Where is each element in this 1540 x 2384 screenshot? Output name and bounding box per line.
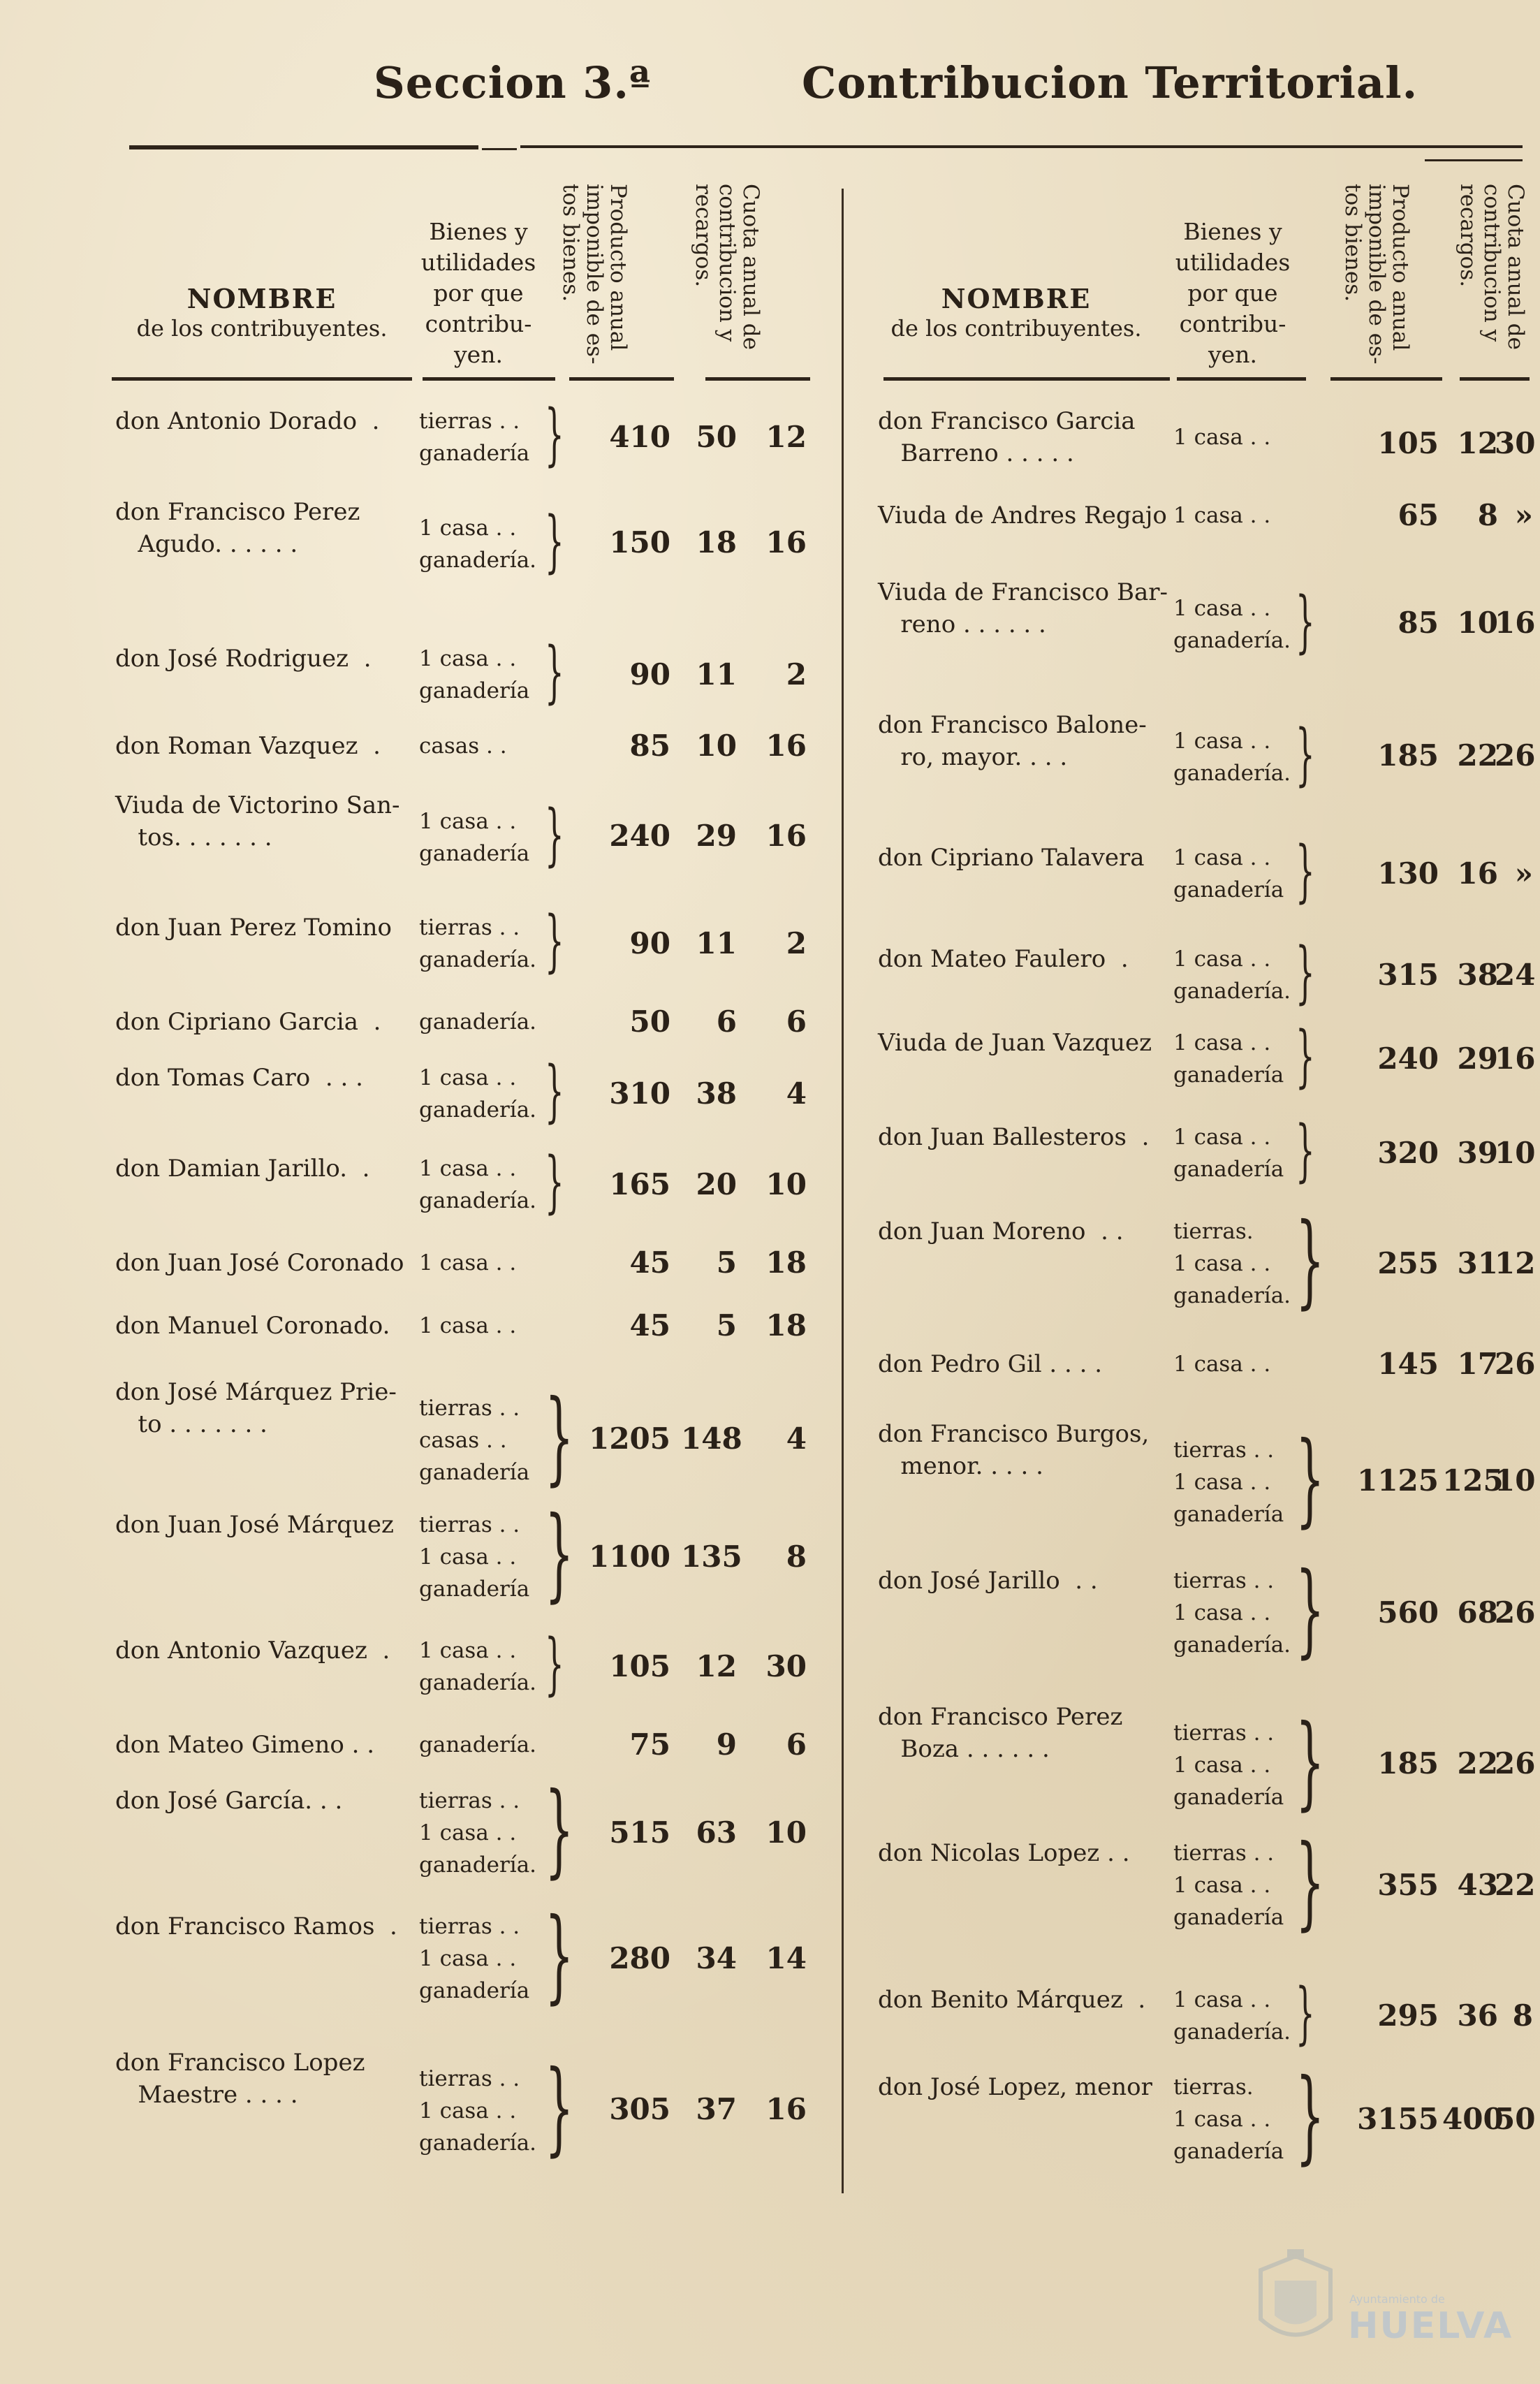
header-nombre [112, 178, 412, 388]
bienes-text: 1 casa . . ganadería. [1173, 729, 1291, 786]
contributor-name: Viuda de Victorino San- tos. . . . . . . [115, 791, 400, 851]
producto-value: 310 [609, 1076, 670, 1111]
contributor-name: don Francisco Burgos, menor. . . . . [878, 1420, 1150, 1480]
producto-value: 560 [1377, 1595, 1439, 1630]
cuota-reales-value: 29 [1457, 1041, 1498, 1076]
header-cuota-right: Cuota anual de contribucion y recargos. [1455, 184, 1528, 350]
contributor-name: Viuda de Juan Vazquez [878, 1029, 1152, 1057]
producto-value: 185 [1377, 738, 1439, 773]
header-underline-producto-right [1330, 377, 1442, 381]
table-row [870, 576, 1536, 661]
cuota-reales-value: 39 [1457, 1136, 1498, 1170]
cuota-maravedis-value: 26 [1495, 1347, 1536, 1381]
header-nombre-sub: de los contribuyentes. [136, 315, 388, 342]
top-rule-right [520, 145, 1523, 148]
cuota-reales-value: 22 [1457, 738, 1498, 773]
bienes-text: 1 casa . . ganadería. [419, 515, 537, 573]
cuota-maravedis-value: » [1514, 498, 1533, 532]
cuota-maravedis-value: 16 [1495, 1041, 1536, 1076]
producto-value: 85 [1398, 605, 1439, 640]
table-row [112, 1496, 817, 1613]
bienes-text: tierras . . casas . . ganadería [419, 1396, 530, 1485]
cuota-reales-value: 6 [716, 1004, 737, 1039]
table-row [870, 1202, 1536, 1319]
header-producto: Producto anual imponible de es- tos bienes. [558, 184, 631, 365]
contributor-name: don José Márquez Prie- to . . . . . . . [115, 1378, 397, 1438]
left-table [112, 178, 817, 2190]
contributor-name: don Francisco Lopez Maestre . . . . [115, 2049, 365, 2109]
header-nombre-sub-right: de los contribuyentes. [890, 315, 1142, 342]
brace-glyph: } [545, 1771, 574, 1889]
table-row [870, 1347, 1536, 1381]
city-crest-icon [1254, 2249, 1337, 2354]
table-row [870, 933, 1536, 1011]
contributor-name: Viuda de Francisco Bar- reno . . . . . . [878, 578, 1168, 638]
bienes-text: tierras . . ganadería. [419, 915, 537, 972]
cuota-reales-value: 12 [696, 1649, 737, 1683]
table-row [112, 1624, 817, 1703]
table-row [112, 496, 817, 580]
bienes-text: 1 casa . . ganadería. [419, 1065, 537, 1122]
cuota-reales-value: 22 [1457, 1746, 1498, 1780]
brace-glyph: } [1296, 1824, 1325, 1941]
cuota-maravedis-value: 14 [765, 1941, 807, 1975]
table-row [870, 1016, 1536, 1095]
cuota-reales-value: 50 [696, 420, 737, 454]
contributor-name: don Antonio Vazquez . [115, 1637, 390, 1665]
producto-value: 145 [1377, 1347, 1439, 1381]
cuota-reales-value: 38 [696, 1076, 737, 1111]
contributor-name: don José García. . . [115, 1787, 343, 1815]
producto-value: 50 [629, 1004, 670, 1039]
header-underline-bienes-right [1177, 377, 1306, 381]
bienes-text: 1 casa . . ganadería. [419, 1638, 537, 1695]
cuota-maravedis-value: » [1514, 856, 1533, 891]
contributor-name: don Juan José Márquez [115, 1511, 394, 1539]
contributor-name: don Roman Vazquez . [115, 732, 381, 760]
brace-glyph: } [545, 632, 564, 711]
table-row [870, 1701, 1536, 1821]
header-producto-right: Producto anual imponible de es- tos bienes. [1340, 184, 1413, 365]
table-row [112, 632, 817, 711]
table-row [112, 730, 817, 762]
cuota-maravedis-value: 6 [786, 1004, 807, 1039]
header-underline-bienes [423, 377, 555, 381]
bienes-text: 1 casa . . [1173, 1352, 1271, 1377]
producto-value: 85 [629, 729, 670, 763]
table-row [112, 1771, 817, 1889]
contributor-name: don Juan Moreno . . [878, 1217, 1124, 1245]
cuota-reales-value: 18 [696, 525, 737, 560]
brace-glyph: } [545, 395, 564, 474]
brace-glyph: } [545, 1624, 564, 1703]
producto-value: 185 [1377, 1746, 1439, 1780]
producto-value: 355 [1377, 1868, 1439, 1902]
column-divider [842, 189, 844, 2193]
producto-value: 255 [1377, 1246, 1439, 1280]
contributor-name: don José Lopez, menor [878, 2073, 1152, 2101]
cuota-maravedis-value: 30 [765, 1649, 807, 1683]
cuota-maravedis-value: 10 [765, 1815, 807, 1850]
cuota-reales-value: 5 [716, 1308, 737, 1343]
cuota-maravedis-value: 8 [1512, 1998, 1533, 2033]
top-rule-thin [1425, 159, 1523, 161]
cuota-reales-value: 10 [696, 729, 737, 763]
table-row [870, 405, 1536, 469]
section-title: Seccion 3.ª [374, 57, 652, 108]
producto-value: 320 [1377, 1136, 1439, 1170]
cuota-maravedis-value: 22 [1495, 1868, 1536, 1902]
brace-glyph: } [1296, 1111, 1315, 1190]
contributor-name: don Juan Ballesteros . [878, 1123, 1150, 1151]
header-underline-cuota [705, 377, 810, 381]
cuota-maravedis-value: 10 [1495, 1136, 1536, 1170]
bienes-text: tierras . . 1 casa . . ganadería. [419, 1788, 537, 1878]
producto-value: 280 [609, 1941, 670, 1975]
bienes-text: 1 casa . . ganadería. [1173, 1987, 1291, 2045]
brace-glyph: } [1296, 1016, 1315, 1095]
contributor-name: don Francisco Ramos . [115, 1913, 397, 1940]
cuota-maravedis-value: 16 [765, 729, 807, 763]
cuota-maravedis-value: 16 [1495, 605, 1536, 640]
producto-value: 150 [609, 525, 670, 560]
header-bienes: Bienes y utilidades por que contribu- yen. [420, 218, 536, 368]
brace-glyph: } [545, 1142, 564, 1221]
table-row [112, 1051, 817, 1130]
header-nombre-right [870, 178, 1163, 388]
brace-glyph: } [545, 795, 564, 874]
cuota-maravedis-value: 18 [765, 1308, 807, 1343]
top-rule-left [129, 145, 478, 149]
brace-glyph: } [545, 1897, 574, 2014]
cuota-reales-value: 68 [1457, 1595, 1498, 1630]
producto-value: 410 [609, 420, 670, 454]
contributor-name: don Manuel Coronado. [115, 1312, 390, 1340]
bienes-text: tierras . . 1 casa . . ganadería. [419, 2066, 537, 2156]
cuota-maravedis-value: 12 [765, 420, 807, 454]
cuota-maravedis-value: 30 [1495, 426, 1536, 461]
header-bienes-right: Bienes y utilidades por que contribu- yen. [1175, 218, 1291, 368]
cuota-reales-value: 37 [696, 2091, 737, 2126]
cuota-maravedis-value: 50 [1495, 2102, 1536, 2136]
producto-value: 45 [629, 1245, 670, 1280]
table-row [870, 1824, 1536, 1941]
cuota-reales-value: 20 [696, 1167, 737, 1201]
producto-value: 1125 [1357, 1463, 1439, 1498]
table-row [112, 1897, 817, 2014]
contributor-name: don Antonio Dorado . [115, 407, 380, 435]
bienes-text: tierras. 1 casa . . ganadería [1173, 2075, 1284, 2164]
cuota-reales-value: 16 [1457, 856, 1498, 891]
cuota-reales-value: 8 [1477, 498, 1498, 532]
contributor-name: don José Rodriguez . [115, 645, 372, 673]
producto-value: 90 [629, 657, 670, 692]
contributor-name: don Francisco Perez Agudo. . . . . . [115, 498, 360, 558]
brace-glyph: } [1296, 2058, 1325, 2175]
brace-glyph: } [545, 1051, 564, 1130]
bienes-text: 1 casa . . ganadería [1173, 845, 1284, 902]
table-row [112, 1729, 817, 1761]
table-row [112, 789, 817, 874]
producto-value: 240 [609, 818, 670, 853]
cuota-reales-value: 31 [1457, 1246, 1498, 1280]
bienes-text: 1 casa . . ganadería. [1173, 946, 1291, 1004]
cuota-reales-value: 400 [1442, 2102, 1504, 2136]
bienes-text: 1 casa . . ganadería [419, 809, 530, 866]
bienes-text: tierras . . 1 casa . . ganadería. [1173, 1568, 1291, 1658]
bienes-text: ganadería. [419, 1732, 537, 1757]
bienes-text: ganadería. [419, 1009, 537, 1034]
producto-value: 240 [1377, 1041, 1439, 1076]
contributor-name: don Mateo Gimeno . . [115, 1731, 375, 1759]
table-row [112, 901, 817, 980]
right-table [870, 178, 1536, 2190]
contributor-name: don Benito Márquez . [878, 1986, 1146, 2014]
producto-value: 1100 [589, 1540, 670, 1574]
cuota-maravedis-value: 4 [786, 1076, 807, 1111]
contributor-name: don Nicolas Lopez . . [878, 1839, 1130, 1867]
table-row [870, 709, 1536, 794]
producto-value: 45 [629, 1308, 670, 1343]
cuota-maravedis-value: 16 [765, 2091, 807, 2126]
cuota-reales-value: 135 [681, 1540, 742, 1574]
table-row [870, 2058, 1536, 2175]
brace-glyph: } [1296, 1202, 1325, 1319]
producto-value: 3155 [1357, 2102, 1439, 2136]
producto-value: 305 [609, 2091, 670, 2126]
header-underline-nombre [112, 377, 412, 381]
header-underline-nombre-right [883, 377, 1170, 381]
header-cuota: Cuota anual de contribucion y recargos. [691, 184, 763, 350]
cuota-maravedis-value: 26 [1495, 738, 1536, 773]
table-row [870, 831, 1533, 910]
bienes-text: 1 casa . . [1173, 503, 1271, 528]
producto-value: 315 [1377, 958, 1439, 992]
table-row [112, 1376, 817, 1496]
contributor-name: don Francisco Garcia Barreno . . . . . [878, 407, 1136, 467]
page-title: Contribucion Territorial. [802, 57, 1418, 108]
brace-glyph: } [1296, 933, 1315, 1011]
cuota-maravedis-value: 2 [786, 657, 807, 692]
contributor-name: don Juan Perez Tomino [115, 914, 392, 942]
cuota-reales-value: 63 [696, 1815, 737, 1850]
cuota-maravedis-value: 24 [1495, 958, 1536, 992]
table-row [870, 1111, 1536, 1190]
header-nombre-title: NOMBRE [186, 283, 337, 314]
contributor-name: don Juan José Coronado [115, 1249, 404, 1277]
bienes-text: 1 casa . . [419, 1250, 517, 1275]
cuota-maravedis-value: 18 [765, 1245, 807, 1280]
bienes-text: tierras . . 1 casa . . ganadería [1173, 1438, 1284, 1527]
producto-value: 105 [609, 1649, 670, 1683]
bienes-text: casas . . [419, 733, 507, 759]
cuota-reales-value: 12 [1457, 426, 1498, 461]
contributor-name: don Cipriano Garcia . [115, 1008, 381, 1036]
cuota-maravedis-value: 10 [765, 1167, 807, 1201]
table-row [870, 1418, 1536, 1538]
bienes-text: 1 casa . . [1173, 425, 1271, 450]
bienes-text: tierras . . ganadería [419, 409, 530, 466]
brace-glyph: } [545, 1496, 574, 1613]
cuota-maravedis-value: 10 [1495, 1463, 1536, 1498]
header-underline-producto [569, 377, 674, 381]
table-row [870, 499, 1533, 532]
brace-glyph: } [545, 901, 564, 980]
cuota-reales-value: 9 [716, 1727, 737, 1762]
cuota-reales-value: 148 [681, 1421, 742, 1456]
brace-glyph: } [1296, 1421, 1325, 1538]
cuota-maravedis-value: 12 [1495, 1246, 1536, 1280]
cuota-reales-value: 34 [696, 1941, 737, 1975]
brace-glyph: } [1296, 1551, 1325, 1669]
top-rule-mid [482, 148, 517, 150]
watermark-small-text: Ayuntamiento de [1349, 2292, 1445, 2306]
header-nombre-title-right: NOMBRE [941, 283, 1092, 314]
producto-value: 295 [1377, 1998, 1439, 2033]
table-row [112, 1247, 817, 1279]
bienes-text: tierras . . 1 casa . . ganadería [1173, 1841, 1284, 1930]
contributor-name: don Damian Jarillo. . [115, 1155, 370, 1183]
producto-value: 90 [629, 926, 670, 960]
table-row [112, 1142, 817, 1221]
cuota-reales-value: 38 [1457, 958, 1498, 992]
contributor-name: don Pedro Gil . . . . [878, 1350, 1103, 1378]
cuota-maravedis-value: 16 [765, 818, 807, 853]
table-row [870, 1551, 1536, 1669]
table-row [112, 2047, 817, 2167]
table-row [112, 395, 817, 474]
bienes-text: 1 casa . . ganadería [1173, 1030, 1284, 1088]
header-underline-cuota-right [1460, 377, 1530, 381]
producto-value: 75 [629, 1727, 670, 1762]
cuota-maravedis-value: 6 [786, 1727, 807, 1762]
cuota-reales-value: 43 [1457, 1868, 1498, 1902]
contributor-name: don José Jarillo . . [878, 1567, 1098, 1595]
cuota-reales-value: 36 [1457, 1998, 1498, 2033]
brace-glyph: } [1296, 1704, 1325, 1821]
cuota-reales-value: 17 [1457, 1347, 1498, 1381]
bienes-text: tierras . . 1 casa . . ganadería [419, 1914, 530, 2003]
cuota-reales-value: 125 [1442, 1463, 1504, 1498]
producto-value: 515 [609, 1815, 670, 1850]
bienes-text: 1 casa . . ganadería [419, 646, 530, 703]
contributor-name: don Cipriano Talavera [878, 844, 1145, 872]
watermark-text: HUELVA [1348, 2305, 1513, 2347]
contributor-name: Viuda de Andres Regajo [878, 502, 1167, 529]
cuota-maravedis-value: 2 [786, 926, 807, 960]
brace-glyph: } [545, 1379, 574, 1496]
brace-glyph: } [545, 502, 564, 580]
brace-glyph: } [1296, 715, 1315, 794]
cuota-reales-value: 29 [696, 818, 737, 853]
brace-glyph: } [1296, 582, 1315, 661]
cuota-maravedis-value: 8 [786, 1540, 807, 1574]
bienes-text: 1 casa . . [419, 1313, 517, 1338]
contributor-name: don Francisco Perez Boza . . . . . . [878, 1703, 1123, 1763]
table-row [112, 1310, 817, 1342]
producto-value: 165 [609, 1167, 670, 1201]
cuota-reales-value: 5 [716, 1245, 737, 1280]
producto-value: 130 [1377, 856, 1439, 891]
bienes-text: tierras . . 1 casa . . ganadería [419, 1512, 530, 1602]
producto-value: 1205 [589, 1421, 670, 1456]
cuota-reales-value: 11 [696, 657, 737, 692]
contributor-name: don Francisco Balone- ro, mayor. . . . [878, 711, 1147, 771]
brace-glyph: } [1296, 1973, 1315, 2052]
bienes-text: tierras. 1 casa . . ganadería. [1173, 1219, 1291, 1308]
cuota-maravedis-value: 26 [1495, 1595, 1536, 1630]
table-row [870, 1973, 1533, 2052]
producto-value: 105 [1377, 426, 1439, 461]
cuota-maravedis-value: 16 [765, 525, 807, 560]
contributor-name: don Tomas Caro . . . [115, 1064, 363, 1092]
cuota-maravedis-value: 4 [786, 1421, 807, 1456]
brace-glyph: } [1296, 831, 1315, 910]
cuota-reales-value: 11 [696, 926, 737, 960]
bienes-text: tierras . . 1 casa . . ganadería [1173, 1720, 1284, 1810]
cuota-maravedis-value: 26 [1495, 1746, 1536, 1780]
producto-value: 65 [1398, 498, 1439, 532]
table-row [112, 1006, 817, 1038]
bienes-text: 1 casa . . ganadería. [1173, 596, 1291, 653]
brace-glyph: } [545, 2049, 574, 2167]
bienes-text: 1 casa . . ganadería. [419, 1156, 537, 1213]
cuota-reales-value: 10 [1457, 605, 1498, 640]
contributor-name: don Mateo Faulero . [878, 945, 1129, 973]
bienes-text: 1 casa . . ganadería [1173, 1125, 1284, 1182]
